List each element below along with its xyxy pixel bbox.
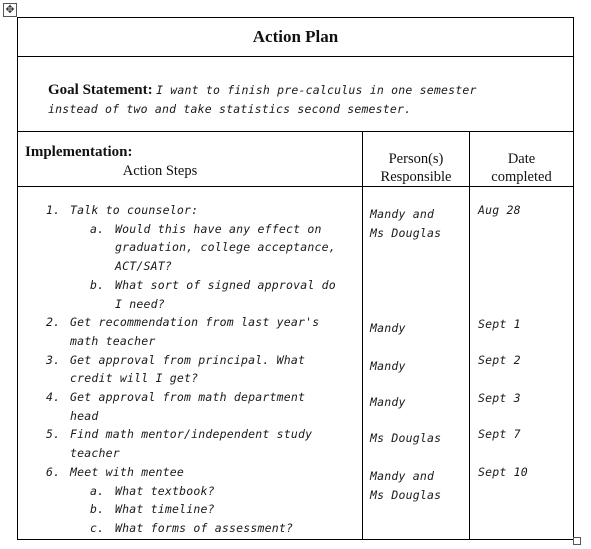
action-steps-label: Action Steps xyxy=(122,163,198,179)
responsible-name: Ms Douglas xyxy=(370,431,442,445)
date-header-line-2: completed xyxy=(491,169,552,185)
completion-date: Sept 1 xyxy=(478,317,521,331)
step-number: c. xyxy=(90,520,105,535)
responsible-name: Ms Douglas xyxy=(370,226,442,240)
step-text-line: teacher xyxy=(70,446,120,461)
step-number: 4. xyxy=(46,390,61,404)
responsible-header-line-2: Responsible xyxy=(380,169,452,185)
action-plan-table xyxy=(17,17,574,540)
action-steps-cell xyxy=(18,187,363,540)
step-number: 5. xyxy=(46,427,61,442)
step-number: 2. xyxy=(46,315,61,330)
step-text-line: Meet with mentee xyxy=(70,464,184,479)
goal-text-line-1: I want to finish pre-calculus in one semester xyxy=(156,83,477,97)
completion-date: Sept 7 xyxy=(478,427,521,441)
step-text-line: Would this have any effect on xyxy=(115,221,322,236)
completion-date: Aug 28 xyxy=(478,203,521,217)
title-cell xyxy=(18,18,574,57)
responsible-cell xyxy=(363,187,470,540)
goal-statement xyxy=(18,57,573,119)
responsible-header-line-1: Person(s) xyxy=(388,151,444,167)
step-number: a. xyxy=(90,221,105,236)
step-text-line: Get recommendation from last year's xyxy=(70,315,320,330)
completion-date: Sept 3 xyxy=(478,391,521,405)
step-text-line: What textbook? xyxy=(115,483,215,498)
step-text-line: Get approval from math department xyxy=(70,390,306,404)
date-header xyxy=(470,132,574,187)
responsible-name: Mandy xyxy=(370,359,406,373)
goal-text-line-2: instead of two and take statistics second semester. xyxy=(48,102,412,116)
table-resize-icon[interactable] xyxy=(573,537,581,545)
responsible-name: Mandy and xyxy=(370,207,435,221)
step-number: 3. xyxy=(46,352,61,367)
step-text-line: What forms of assessment? xyxy=(115,520,294,535)
step-number: a. xyxy=(90,483,105,498)
step-text-line: ACT/SAT? xyxy=(115,259,172,274)
responsible-header-text xyxy=(363,132,469,186)
step-text-line: math teacher xyxy=(70,333,156,348)
action-steps-header xyxy=(18,132,363,187)
step-text-line: Get approval from principal. What xyxy=(70,352,306,367)
step-text-line: credit will I get? xyxy=(70,371,199,386)
date-header-text xyxy=(470,132,573,186)
step-number: 1. xyxy=(46,203,61,217)
step-text-line: head xyxy=(70,408,99,423)
completion-date: Sept 10 xyxy=(478,465,528,479)
goal-label: Goal Statement: xyxy=(48,82,153,98)
table-move-icon[interactable]: ✥ xyxy=(3,3,17,17)
responsible-name: Mandy xyxy=(370,321,406,335)
date-cell xyxy=(470,187,574,540)
step-number: b. xyxy=(90,502,105,517)
step-number: 6. xyxy=(46,464,61,479)
responsible-name: Mandy and xyxy=(370,469,435,483)
step-text-line: Talk to counselor: xyxy=(70,203,199,217)
responsible-header xyxy=(363,132,470,187)
date-header-line-1: Date xyxy=(507,151,536,167)
step-text-line: I need? xyxy=(115,296,165,311)
responsible-name: Mandy xyxy=(370,395,406,409)
step-text-line: What timeline? xyxy=(115,502,215,517)
step-text-line: Find math mentor/independent study xyxy=(70,427,313,442)
step-text-line: What sort of signed approval do xyxy=(115,277,336,292)
responsible-name: Ms Douglas xyxy=(370,488,442,502)
goal-cell xyxy=(18,57,574,132)
completion-date: Sept 2 xyxy=(478,353,521,367)
step-text-line: graduation, college acceptance, xyxy=(115,240,336,255)
step-number: b. xyxy=(90,277,105,292)
page-title: Action Plan xyxy=(252,27,339,46)
implementation-label: Implementation: xyxy=(25,144,133,160)
